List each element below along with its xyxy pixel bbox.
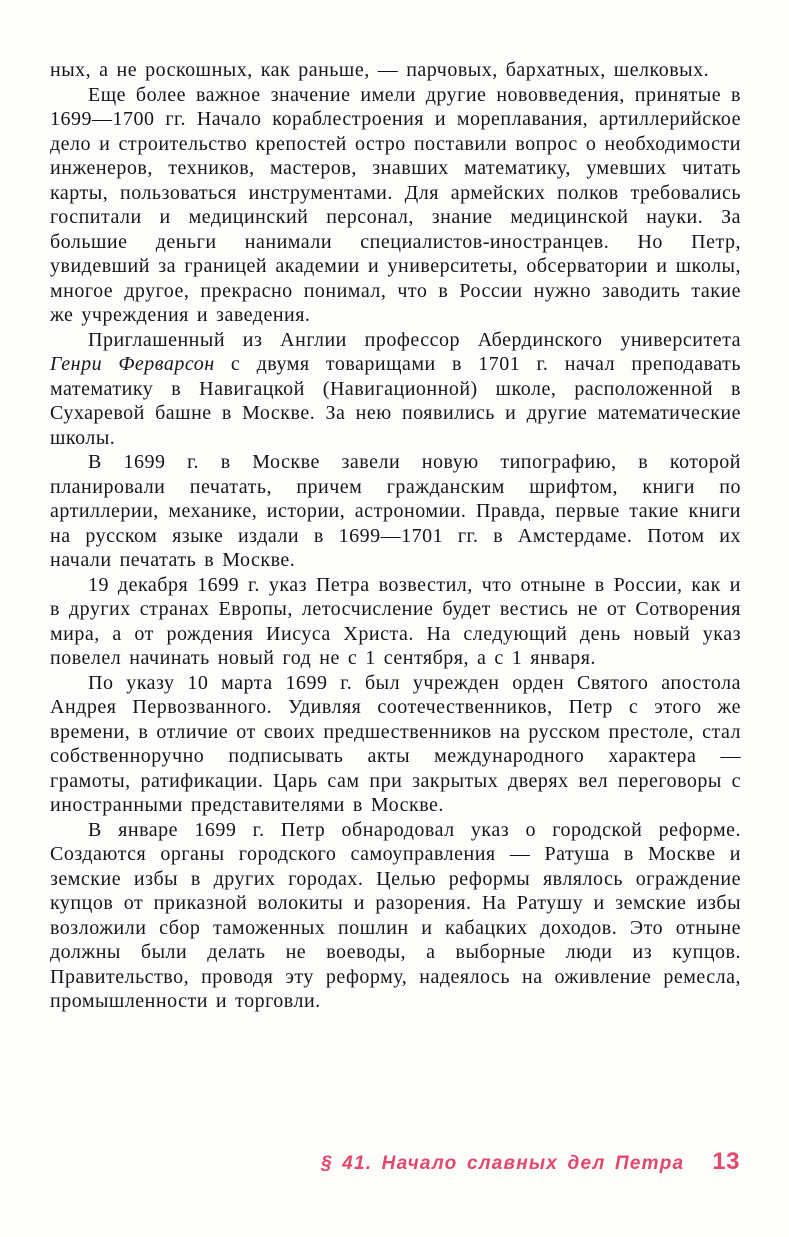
body-paragraph: Еще более важное значение имели другие нововведения, принятые в 1699—1700 гг. Начало кораблестроения и мореплавания, артиллерийское дело и строительство крепостей остро поставили вопрос о необходимости инженеров, техников, мастеров, знавших математику, умевших читать карты, пользоваться инструментами. Для армейских полков требовались госпитали и медицинский персонал, знание медицинской науки. За большие деньги нанимали специалистов-иностранцев. Но Петр, увидевший за границей академии и университеты, обсерватории и школы, многое другое, прекрасно понимал, что в России нужно заводить такие же учреждения и заведения. xyxy=(50,83,741,326)
body-paragraph: По указу 10 марта 1699 г. был учрежден орден Святого апостола Андрея Первозванного. Удивляя соотечественников, Петр с этого же времени, в отличие от своих предшественников на русском престоле, стал собственноручно подписывать акты международного характера — грамоты, ратификации. Царь сам при закрытых дверях вел переговоры с иностранными представителями в Москве. xyxy=(50,671,741,816)
paragraph-text: с двумя товарищами в 1701 г. начал преподавать математику в Навигацкой (Навигационной) школе, расположенной в Сухаревой башне в Москве. За нею появились и другие математические школы. xyxy=(50,353,741,449)
body-paragraph: 19 декабря 1699 г. указ Петра возвестил, что отныне в России, как и в других странах Европы, летосчисление будет вестись не от Сотворения мира, а от рождения Иисуса Христа. На следующий день новый указ повелел начинать новый год не с 1 сентября, а с 1 января. xyxy=(50,573,741,669)
person-name-italic: Генри Ферварсон xyxy=(50,353,215,375)
body-paragraph: ных, а не роскошных, как раньше, — парчовых, бархатных, шелковых. xyxy=(50,59,710,81)
page-number: 13 xyxy=(712,1148,740,1175)
page-footer xyxy=(50,1148,740,1176)
footer-section-title: § 41. Начало славных дел Петра xyxy=(320,1153,685,1174)
textbook-page-body xyxy=(50,58,741,1014)
paragraph-text: Приглашенный из Англии профессор Абердинского университета xyxy=(88,328,741,351)
body-paragraph xyxy=(50,328,741,451)
body-paragraph: В 1699 г. в Москве завели новую типографию, в которой планировали печатать, причем гражданским шрифтом, книги по артиллерии, механике, истории, астрономии. Правда, первые такие книги на русском языке издали в 1699—1701 гг. в Амстердаме. Потом их начали печатать в Москве. xyxy=(50,451,741,571)
body-paragraph: В январе 1699 г. Петр обнародовал указ о городской реформе. Создаются органы городского самоуправления — Ратуша в Москве и земские избы в других городах. Целью реформы являлось ограждение купцов от приказной волокиты и разорения. На Ратушу и земские избы возложили сбор таможенных пошлин и кабацких доходов. Это отныне должны были делать не воеводы, а выборные люди из купцов. Правительство, проводя эту реформу, надеялось на оживление ремесла, промышленности и торговли. xyxy=(50,818,741,1012)
